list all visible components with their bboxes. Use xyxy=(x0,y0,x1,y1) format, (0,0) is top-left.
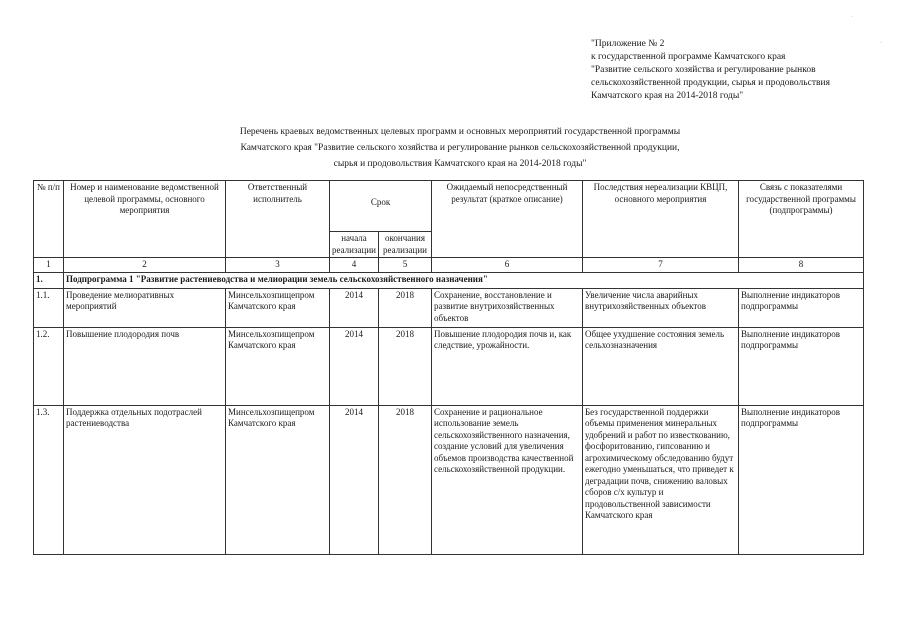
appendix-line: "Приложение № 2 xyxy=(591,39,665,49)
row-result: Сохранение, восстановление и развитие внутрихозяйственных объектов xyxy=(432,288,583,327)
scan-speck: · xyxy=(880,40,882,46)
header-end: окончания реализации xyxy=(379,232,432,258)
row-num: 1.3. xyxy=(34,405,64,554)
appendix-line: Камчатского края на 2014-2018 годы" xyxy=(591,91,744,101)
appendix-line: к государственной программе Камчатского края xyxy=(591,52,786,62)
header-num: № п/п xyxy=(34,181,64,258)
row-num: 1.2. xyxy=(34,327,64,405)
programs-table xyxy=(33,180,864,555)
row-consequences: Увеличение числа аварийных внутрихозяйственных объектов xyxy=(583,288,739,327)
header-consequences: Последствия нереализации КВЦП, основного мероприятия xyxy=(583,181,739,258)
header-link: Связь с показателями государственной программы (подпрограммы) xyxy=(739,181,864,258)
header-name: Номер и наименование ведомственной целевой программы, основного мероприятия xyxy=(64,181,226,258)
row-result: Сохранение и рациональное использование земель сельскохозяйственного назначения, создание условий для увеличения объемов производства качественной сельскохозяйственной продукции. xyxy=(432,405,583,554)
table-row xyxy=(34,288,864,327)
column-number: 8 xyxy=(739,258,864,273)
column-number: 6 xyxy=(432,258,583,273)
column-number: 2 xyxy=(64,258,226,273)
appendix-note xyxy=(591,38,891,103)
table-row xyxy=(34,327,864,405)
row-link: Выполнение индикаторов подпрограммы xyxy=(739,405,864,554)
header-term: Срок xyxy=(330,181,432,232)
row-name: Повышение плодородия почв xyxy=(64,327,226,405)
section-title: Подпрограмма 1 "Развитие растениеводства и мелиорации земель сельскохозяйственного назначения" xyxy=(64,272,864,288)
title-line: Камчатского края "Развитие сельского хозяйства и регулирование рынков сельскохозяйственной продукции, xyxy=(240,143,680,153)
row-start: 2014 xyxy=(330,288,379,327)
row-executor: Минсельхозпищепром Камчатского края xyxy=(226,327,330,405)
row-consequences: Общее ухудшение состояния земель сельхозназначения xyxy=(583,327,739,405)
row-num: 1.1. xyxy=(34,288,64,327)
row-end: 2018 xyxy=(379,288,432,327)
column-number: 7 xyxy=(583,258,739,273)
row-link: Выполнение индикаторов подпрограммы xyxy=(739,327,864,405)
header-start: начала реализации xyxy=(330,232,379,258)
row-start: 2014 xyxy=(330,327,379,405)
column-number: 4 xyxy=(330,258,379,273)
row-name: Поддержка отдельных подотраслей растениеводства xyxy=(64,405,226,554)
row-result: Повышение плодородия почв и, как следствие, урожайности. xyxy=(432,327,583,405)
column-number: 1 xyxy=(34,258,64,273)
row-end: 2018 xyxy=(379,405,432,554)
appendix-line: сельскохозяйственной продукции, сырья и продовольствия xyxy=(591,78,830,88)
table-row xyxy=(34,405,864,554)
row-end: 2018 xyxy=(379,327,432,405)
title-line: Перечень краевых ведомственных целевых программ и основных мероприятий государственной программы xyxy=(239,127,681,137)
row-executor: Минсельхозпищепром Камчатского края xyxy=(226,288,330,327)
row-name: Проведение мелиоративных мероприятий xyxy=(64,288,226,327)
scan-speck: · xyxy=(851,14,853,20)
row-link: Выполнение индикаторов подпрограммы xyxy=(739,288,864,327)
section-row xyxy=(34,272,864,288)
section-num: 1. xyxy=(34,272,64,288)
title-line: сырья и продовольствия Камчатского края на 2014-2018 годы" xyxy=(333,159,587,169)
column-numbers-row xyxy=(34,258,864,273)
appendix-line: "Развитие сельского хозяйства и регулирование рынков xyxy=(591,65,816,75)
row-consequences: Без государственной поддержки объемы применения минеральных удобрений и работ по известкованию, фосфоритованию, гипсованию и агрохимическому обследованию будут ежегодно уменьшаться, что приведет к деградации почв, снижению валовых сборов с/х культур и продовольственной зависимости Камчатского края xyxy=(583,405,739,554)
header-executor: Ответственный исполнитель xyxy=(226,181,330,258)
column-number: 5 xyxy=(379,258,432,273)
row-start: 2014 xyxy=(330,405,379,554)
row-executor: Минсельхозпищепром Камчатского края xyxy=(226,405,330,554)
header-result: Ожидаемый непосредственный результат (краткое описание) xyxy=(432,181,583,258)
column-number: 3 xyxy=(226,258,330,273)
document-title xyxy=(180,124,740,172)
